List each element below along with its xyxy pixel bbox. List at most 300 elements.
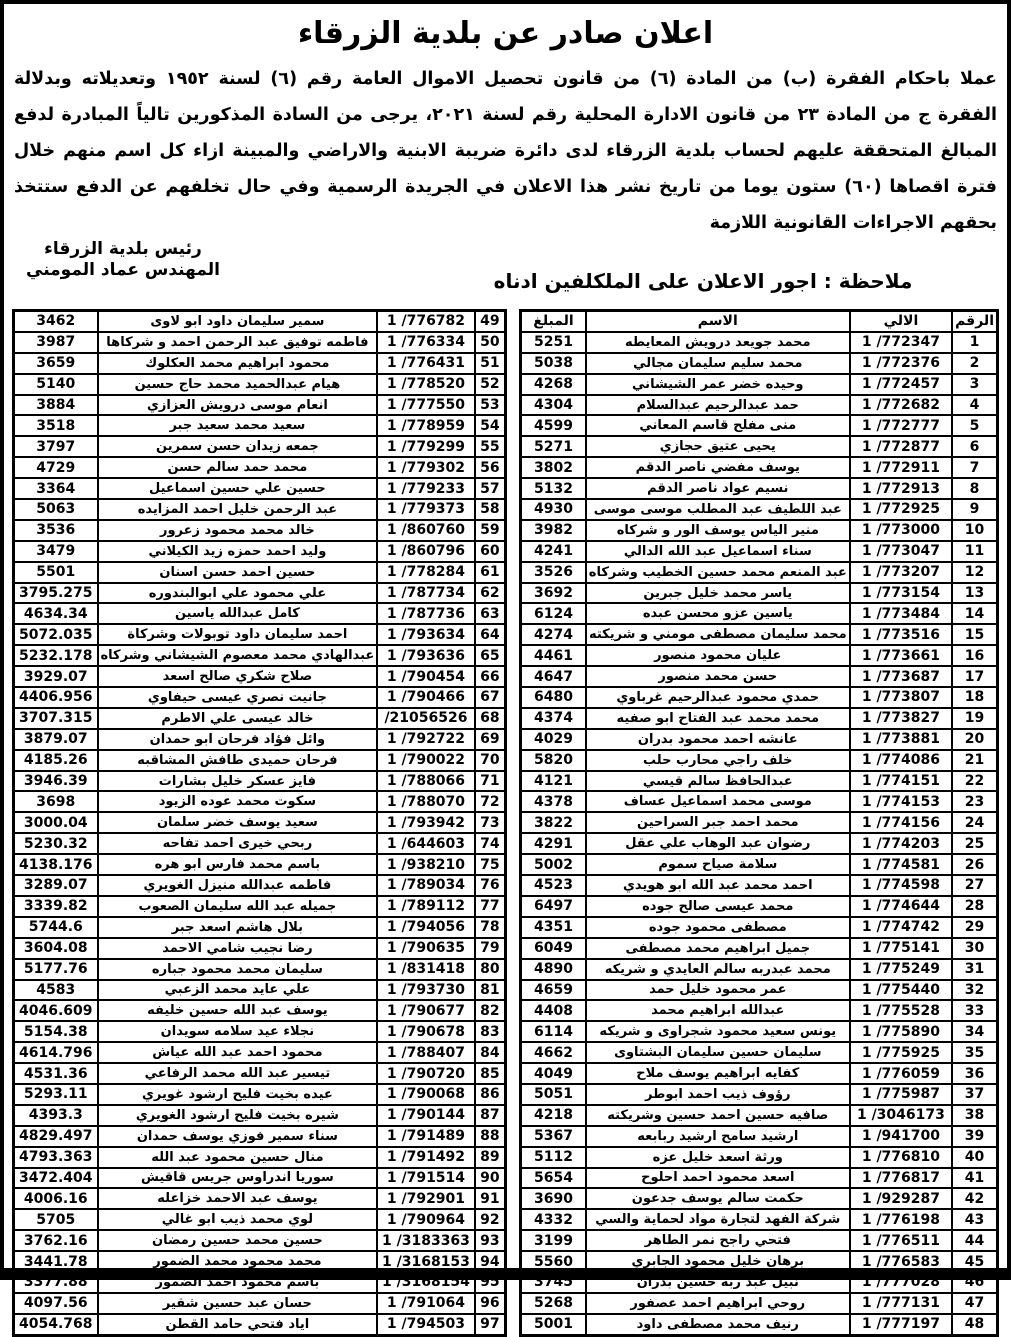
row-number-cell: 92 <box>475 1209 506 1230</box>
amount-cell: 3698 <box>14 791 98 812</box>
name-cell: حكمت سالم يوسف جدعون <box>586 1188 850 1209</box>
name-cell: وائل فؤاد فرحان ابو حمدان <box>98 729 378 750</box>
row-number-cell: 65 <box>475 645 506 666</box>
amount-cell: 3879.07 <box>14 729 98 750</box>
amount-cell: 4659 <box>521 980 586 1001</box>
name-cell: سلامة صياح سموم <box>586 854 850 875</box>
file-number-cell: 1 /774151 <box>850 771 952 792</box>
file-number-cell: 1 /776059 <box>850 1063 952 1084</box>
file-number-cell: 1 /772911 <box>850 457 952 478</box>
name-cell: حمدي محمود عبدالرحيم غرباوي <box>586 687 850 708</box>
row-number-cell: 96 <box>475 1293 506 1314</box>
name-cell: جانيت نصري عيسى حيفاوي <box>98 687 378 708</box>
name-cell: احمد سليمان داود توبولات وشركاة <box>98 624 378 645</box>
taxpayer-row <box>14 1251 506 1272</box>
taxpayer-row <box>521 1126 998 1147</box>
name-cell: محمد عبدربه سالم العايدي و شريكه <box>586 959 850 980</box>
name-cell: علي عايد محمد الزعبي <box>98 980 378 1001</box>
file-number-cell: 1 /791514 <box>377 1168 474 1189</box>
file-number-cell: 1 /788066 <box>377 771 474 792</box>
taxpayer-row <box>14 1209 506 1230</box>
taxpayer-row <box>14 1042 506 1063</box>
taxpayer-row <box>14 1126 506 1147</box>
taxpayer-row <box>521 833 998 854</box>
row-number-cell: 2 <box>952 353 997 374</box>
taxpayer-row <box>14 791 506 812</box>
amount-cell: 3745 <box>521 1272 586 1293</box>
taxpayer-row <box>14 603 506 624</box>
amount-cell: 4408 <box>521 1000 586 1021</box>
taxpayer-row <box>521 395 998 416</box>
file-number-cell: 1 /775440 <box>850 980 952 1001</box>
amount-cell: 4647 <box>521 666 586 687</box>
taxpayer-row <box>14 624 506 645</box>
amount-cell: 5051 <box>521 1084 586 1105</box>
amount-cell: 6114 <box>521 1021 586 1042</box>
taxpayer-row <box>14 562 506 583</box>
file-number-cell: 1 /779373 <box>377 499 474 520</box>
file-number-cell: 1 /774742 <box>850 917 952 938</box>
taxpayer-row <box>521 645 998 666</box>
name-cell: رضوان عبد الوهاب علي عقل <box>586 833 850 854</box>
name-cell: فايز عسكر خليل بشارات <box>98 771 378 792</box>
amount-cell: 4793.363 <box>14 1147 98 1168</box>
amount-cell: 4054.768 <box>14 1314 98 1335</box>
row-number-cell: 12 <box>952 562 997 583</box>
file-number-cell: 1 /772682 <box>850 395 952 416</box>
taxpayer-row <box>14 666 506 687</box>
amount-cell: 4241 <box>521 541 586 562</box>
file-number-cell: 1 /779233 <box>377 478 474 499</box>
amount-cell: 5501 <box>14 562 98 583</box>
amount-cell: 4121 <box>521 771 586 792</box>
amount-cell: 3000.04 <box>14 812 98 833</box>
name-cell: ياسين عزو محسن عبده <box>586 603 850 624</box>
row-number-cell: 75 <box>475 854 506 875</box>
amount-cell: 5232.178 <box>14 645 98 666</box>
file-number-cell: 1 /776583 <box>850 1251 952 1272</box>
file-number-cell: 1 /3183363 <box>377 1230 474 1251</box>
amount-cell: 4268 <box>521 374 586 395</box>
row-number-cell: 11 <box>952 541 997 562</box>
taxpayers-tbody-right <box>521 332 998 1335</box>
taxpayer-row <box>14 1084 506 1105</box>
row-number-cell: 84 <box>475 1042 506 1063</box>
name-cell: عبدالهادي محمد معصوم الشيشاني وشركاه <box>98 645 378 666</box>
file-number-cell: 1 /778520 <box>377 374 474 395</box>
file-number-cell: 1 /644603 <box>377 833 474 854</box>
name-cell: وليد احمد حمزه زيد الكيلاني <box>98 541 378 562</box>
row-number-cell: 66 <box>475 666 506 687</box>
amount-cell: 4097.56 <box>14 1293 98 1314</box>
taxpayer-row <box>14 1188 506 1209</box>
row-number-cell: 73 <box>475 812 506 833</box>
file-number-cell: 1 /776334 <box>377 332 474 353</box>
name-cell: كامل عبدالله ياسين <box>98 603 378 624</box>
taxpayer-row <box>521 1251 998 1272</box>
taxpayer-row <box>14 750 506 771</box>
name-cell: كفايه ابراهيم يوسف ملاح <box>586 1063 850 1084</box>
file-number-cell: 1 /793634 <box>377 624 474 645</box>
name-cell: انعام موسى درويش العزازي <box>98 395 378 416</box>
name-cell: محمد حمد سالم حسن <box>98 457 378 478</box>
amount-cell: 6049 <box>521 938 586 959</box>
amount-cell: 6480 <box>521 687 586 708</box>
row-number-cell: 29 <box>952 917 997 938</box>
signature-name: المهندس عماد المومني <box>26 260 220 280</box>
file-number-cell: 1 /860796 <box>377 541 474 562</box>
name-cell: محمد عيسى صالح جوده <box>586 896 850 917</box>
row-number-cell: 54 <box>475 415 506 436</box>
file-number-cell: 1 /773000 <box>850 520 952 541</box>
row-number-cell: 18 <box>952 687 997 708</box>
name-cell: محمد احمد جبر السراحين <box>586 812 850 833</box>
page-title: اعلان صادر عن بلدية الزرقاء <box>297 16 714 51</box>
file-number-cell: 1 /774153 <box>850 791 952 812</box>
row-number-cell: 79 <box>475 938 506 959</box>
name-cell: يوسف مفضي ناصر الدقم <box>586 457 850 478</box>
name-cell: جميله عبد الله سليمان الصعوب <box>98 896 378 917</box>
taxpayer-row <box>14 541 506 562</box>
note-line: ملاحظة : اجور الاعلان على الملكلفين ادناه <box>493 269 913 293</box>
row-number-cell: 91 <box>475 1188 506 1209</box>
file-number-cell: 1 /3046173 <box>850 1105 952 1126</box>
row-number-cell: 6 <box>952 436 997 457</box>
taxpayer-row <box>521 353 998 374</box>
taxpayer-row <box>14 938 506 959</box>
taxpayer-row <box>521 896 998 917</box>
taxpayer-row <box>521 562 998 583</box>
taxpayer-row <box>14 395 506 416</box>
taxpayer-row <box>521 603 998 624</box>
name-cell: نبيل عبد ربه حسين بدران <box>586 1272 850 1293</box>
row-number-cell: 70 <box>475 750 506 771</box>
amount-cell: 4274 <box>521 624 586 645</box>
row-number-cell: 42 <box>952 1188 997 1209</box>
file-number-cell: 1 /790454 <box>377 666 474 687</box>
file-number-cell: 1 /791492 <box>377 1147 474 1168</box>
taxpayer-row <box>14 436 506 457</box>
amount-cell: 4304 <box>521 395 586 416</box>
row-number-cell: 48 <box>952 1314 997 1335</box>
signature-block <box>26 239 220 281</box>
name-cell: يوسف عبد الاحمد خزاعله <box>98 1188 378 1209</box>
row-number-cell: 56 <box>475 457 506 478</box>
taxpayer-row <box>521 1314 998 1335</box>
row-number-cell: 69 <box>475 729 506 750</box>
row-number-cell: 24 <box>952 812 997 833</box>
amount-cell: 4461 <box>521 645 586 666</box>
file-number-cell: 1 /772877 <box>850 436 952 457</box>
name-cell: منال حسين محمود عبد الله <box>98 1147 378 1168</box>
file-number-cell: 1 /775987 <box>850 1084 952 1105</box>
amount-cell: 5063 <box>14 499 98 520</box>
name-cell: علي محمود علي ابوالبندوره <box>98 583 378 604</box>
taxpayer-row <box>521 1230 998 1251</box>
file-number-cell: 1 /790144 <box>377 1105 474 1126</box>
amount-cell: 4890 <box>521 959 586 980</box>
announcement-body: عملا باحكام الفقرة (ب) من المادة (٦) من قانون تحصيل الاموال العامة رقم (٦) لسنة ١٩٥٢ وتعديلاته وبدلالة الفقرة ج من المادة ٢٣ من قانون الادارة المحلية رقم لسنة ٢٠٢١، يرجى من السادة المذكورين تالياً المبادرة لدفع المبالغ المتحققة عليهم لحساب بلدية الزرقاء لدى دائرة ضريبة الابنية والاراضي والمبينة ازاء كل اسم منهم خلال فترة اقصاها (٦٠) ستون يوما من تاريخ نشر هذا الاعلان في الجريدة الرسمية وفي حال تخلفهم عن الدفع ستتخذ بحقهم الاجراءات القانونية اللازمة <box>14 69 998 233</box>
row-number-cell: 28 <box>952 896 997 917</box>
name-cell: رنيف محمد مصطفى داود <box>586 1314 850 1335</box>
amount-cell: 3987 <box>14 332 98 353</box>
name-cell: روحي ابراهيم احمد عصفور <box>586 1293 850 1314</box>
taxpayer-row <box>14 1293 506 1314</box>
amount-cell: 3762.16 <box>14 1230 98 1251</box>
row-number-cell: 60 <box>475 541 506 562</box>
amount-cell: 3462 <box>14 311 98 332</box>
amount-cell: 3822 <box>521 812 586 833</box>
name-cell: فاطمه عبدالله منيزل الغويري <box>98 875 378 896</box>
amount-cell: 4583 <box>14 980 98 1001</box>
amount-cell: 3339.82 <box>14 896 98 917</box>
taxpayer-row <box>14 812 506 833</box>
name-cell: عبد اللطيف عبد المطلب موسى موسى <box>586 499 850 520</box>
amount-cell: 3526 <box>521 562 586 583</box>
amount-cell: 5140 <box>14 374 98 395</box>
row-number-cell: 95 <box>475 1272 506 1293</box>
file-number-cell: 1 /774156 <box>850 812 952 833</box>
amount-cell: 4351 <box>521 917 586 938</box>
column-header-amount: المبلغ <box>521 311 586 332</box>
taxpayers-table-1-48 <box>519 309 999 1337</box>
file-number-cell: 1 /779299 <box>377 436 474 457</box>
file-number-cell: 1 /776198 <box>850 1209 952 1230</box>
amount-cell: 3199 <box>521 1230 586 1251</box>
row-number-cell: 5 <box>952 415 997 436</box>
tables-container <box>12 309 999 1337</box>
row-number-cell: 51 <box>475 353 506 374</box>
row-number-cell: 55 <box>475 436 506 457</box>
amount-cell: 4599 <box>521 415 586 436</box>
name-cell: حسين محمد حسين رمضان <box>98 1230 378 1251</box>
taxpayer-row <box>521 1168 998 1189</box>
amount-cell: 6124 <box>521 603 586 624</box>
row-number-cell: 71 <box>475 771 506 792</box>
taxpayer-row <box>14 1021 506 1042</box>
name-cell: خالد عيسى علي الاطرم <box>98 708 378 729</box>
amount-cell: 3604.08 <box>14 938 98 959</box>
name-cell: ورثة اسعد خليل عزه <box>586 1147 850 1168</box>
row-number-cell: 93 <box>475 1230 506 1251</box>
taxpayer-row <box>14 1168 506 1189</box>
name-cell: عليان محمود منصور <box>586 645 850 666</box>
taxpayer-row <box>14 1000 506 1021</box>
file-number-cell: 1 /774203 <box>850 833 952 854</box>
name-cell: ارشيد سامح ارشيد ربابعه <box>586 1126 850 1147</box>
row-number-cell: 36 <box>952 1063 997 1084</box>
file-number-cell: 1 /787734 <box>377 583 474 604</box>
name-cell: فرحان حميدى طافش المشاقبه <box>98 750 378 771</box>
file-number-cell: 1 /775249 <box>850 959 952 980</box>
amount-cell: 5002 <box>521 854 586 875</box>
taxpayer-row <box>521 1188 998 1209</box>
amount-cell: 5251 <box>521 332 586 353</box>
amount-cell: 4406.956 <box>14 687 98 708</box>
taxpayer-row <box>14 499 506 520</box>
amount-cell: 3289.07 <box>14 875 98 896</box>
column-header-name: الاسم <box>586 311 850 332</box>
file-number-cell: 1 /776782 <box>377 311 474 332</box>
amount-cell: 3929.07 <box>14 666 98 687</box>
name-cell: سناء اسماعيل عبد الله الدالي <box>586 541 850 562</box>
taxpayer-row <box>14 1063 506 1084</box>
file-number-cell: 1 /775925 <box>850 1042 952 1063</box>
taxpayer-row <box>14 520 506 541</box>
row-number-cell: 63 <box>475 603 506 624</box>
taxpayer-row <box>521 729 998 750</box>
amount-cell: 3802 <box>521 457 586 478</box>
taxpayer-row <box>14 415 506 436</box>
amount-cell: 3982 <box>521 520 586 541</box>
row-number-cell: 35 <box>952 1042 997 1063</box>
taxpayer-row <box>521 1063 998 1084</box>
amount-cell: 6497 <box>521 896 586 917</box>
file-number-cell: 1 /774086 <box>850 750 952 771</box>
file-number-cell: 1 /789034 <box>377 875 474 896</box>
amount-cell: 4378 <box>521 791 586 812</box>
name-cell: يونس سعيد محمود شجراوى و شريكه <box>586 1021 850 1042</box>
name-cell: محمد سليم سليمان مجالي <box>586 353 850 374</box>
name-cell: فاطمه توفيق عبد الرحمن احمد و شركاها <box>98 332 378 353</box>
name-cell: حسين احمد حسن اسنان <box>98 562 378 583</box>
row-number-cell: 4 <box>952 395 997 416</box>
row-number-cell: 85 <box>475 1063 506 1084</box>
file-number-cell: 1 /787736 <box>377 603 474 624</box>
row-number-cell: 59 <box>475 520 506 541</box>
signature-title: رئيس بلدية الزرقاء <box>44 239 202 259</box>
row-number-cell: 50 <box>475 332 506 353</box>
amount-cell: 4829.497 <box>14 1126 98 1147</box>
taxpayer-row <box>521 1293 998 1314</box>
taxpayer-row <box>14 1147 506 1168</box>
row-number-cell: 88 <box>475 1126 506 1147</box>
taxpayer-row <box>14 374 506 395</box>
amount-cell: 4185.26 <box>14 750 98 771</box>
taxpayer-row <box>14 687 506 708</box>
row-number-cell: 83 <box>475 1021 506 1042</box>
name-cell: عمر محمود خليل حمد <box>586 980 850 1001</box>
taxpayer-row <box>14 332 506 353</box>
file-number-cell: 1 /772777 <box>850 415 952 436</box>
amount-cell: 3795.275 <box>14 583 98 604</box>
name-cell: عيده بخيت فليح ارشود غويري <box>98 1084 378 1105</box>
taxpayer-row <box>521 1147 998 1168</box>
amount-cell: 5705 <box>14 1209 98 1230</box>
amount-cell: 3884 <box>14 395 98 416</box>
row-number-cell: 39 <box>952 1126 997 1147</box>
row-number-cell: 97 <box>475 1314 506 1335</box>
file-number-cell: 1 /773207 <box>850 562 952 583</box>
row-number-cell: 46 <box>952 1272 997 1293</box>
amount-cell: 4291 <box>521 833 586 854</box>
file-number-cell: 1 /791489 <box>377 1126 474 1147</box>
row-number-cell: 27 <box>952 875 997 896</box>
row-number-cell: 14 <box>952 603 997 624</box>
row-number-cell: 61 <box>475 562 506 583</box>
taxpayer-row <box>521 812 998 833</box>
file-number-cell: 1 /793730 <box>377 980 474 1001</box>
row-number-cell: 15 <box>952 624 997 645</box>
file-number-cell: 1 /790068 <box>377 1084 474 1105</box>
amount-cell: 3659 <box>14 353 98 374</box>
name-cell: سليمان حسين سليمان البشتاوى <box>586 1042 850 1063</box>
file-number-cell: 1 /772913 <box>850 478 952 499</box>
file-number-cell: 1 /778959 <box>377 415 474 436</box>
amount-cell: 5038 <box>521 353 586 374</box>
taxpayer-row <box>521 1272 998 1293</box>
name-cell: اسعد محمود احمد احلوح <box>586 1168 850 1189</box>
amount-cell: 5293.11 <box>14 1084 98 1105</box>
file-number-cell: 1 /794503 <box>377 1314 474 1335</box>
name-cell: خلف راجي محارب حلب <box>586 750 850 771</box>
name-cell: يحيى عتيق حجازي <box>586 436 850 457</box>
file-number-cell: 1 /3168154 <box>377 1272 474 1293</box>
table-header-row <box>521 311 998 332</box>
file-number-cell: 1 /790677 <box>377 1000 474 1021</box>
file-number-cell: 1 /772457 <box>850 374 952 395</box>
amount-cell: 4049 <box>521 1063 586 1084</box>
file-number-cell: 1 /790964 <box>377 1209 474 1230</box>
amount-cell: 3364 <box>14 478 98 499</box>
amount-cell: 3479 <box>14 541 98 562</box>
taxpayer-row <box>521 938 998 959</box>
taxpayer-row <box>521 374 998 395</box>
amount-cell: 4029 <box>521 729 586 750</box>
taxpayer-row <box>14 980 506 1001</box>
row-number-cell: 94 <box>475 1251 506 1272</box>
file-number-cell: 1 /773827 <box>850 708 952 729</box>
file-number-cell: 1 /774598 <box>850 875 952 896</box>
amount-cell: 3377.88 <box>14 1272 98 1293</box>
file-number-cell: 1 /777131 <box>850 1293 952 1314</box>
row-number-cell: 47 <box>952 1293 997 1314</box>
file-number-cell: 1 /929287 <box>850 1188 952 1209</box>
name-cell: سعيد محمد سعيد جبر <box>98 415 378 436</box>
taxpayer-row <box>14 917 506 938</box>
taxpayer-row <box>521 457 998 478</box>
row-number-cell: 10 <box>952 520 997 541</box>
name-cell: محمود ابراهيم محمد العكلوك <box>98 353 378 374</box>
taxpayer-row <box>14 1105 506 1126</box>
file-number-cell: 1 /792722 <box>377 729 474 750</box>
amount-cell: 5654 <box>521 1168 586 1189</box>
row-number-cell: 25 <box>952 833 997 854</box>
name-cell: هيام عبدالحميد محمد حاج حسين <box>98 374 378 395</box>
row-number-cell: 81 <box>475 980 506 1001</box>
row-number-cell: 40 <box>952 1147 997 1168</box>
name-cell: محمد جويعد درويش المعايطه <box>586 332 850 353</box>
file-number-cell: 1 /790678 <box>377 1021 474 1042</box>
taxpayer-row <box>521 1042 998 1063</box>
taxpayer-row <box>14 875 506 896</box>
amount-cell: 5001 <box>521 1314 586 1335</box>
name-cell: محمد محمود محمد الضمور <box>98 1251 378 1272</box>
name-cell: باسم محمد فارس ابو هره <box>98 854 378 875</box>
taxpayer-row <box>521 1209 998 1230</box>
file-number-cell: 1 /773881 <box>850 729 952 750</box>
file-number-cell: 1 /776431 <box>377 353 474 374</box>
taxpayer-row <box>14 896 506 917</box>
amount-cell: 3472.404 <box>14 1168 98 1189</box>
row-number-cell: 1 <box>952 332 997 353</box>
file-number-cell: 1 /790022 <box>377 750 474 771</box>
name-cell: خالد محمد محمود زعرور <box>98 520 378 541</box>
name-cell: عبدالله ابراهيم محمد <box>586 1000 850 1021</box>
name-cell: صلاح شكري صالح اسعد <box>98 666 378 687</box>
taxpayer-row <box>14 645 506 666</box>
taxpayer-row <box>14 729 506 750</box>
